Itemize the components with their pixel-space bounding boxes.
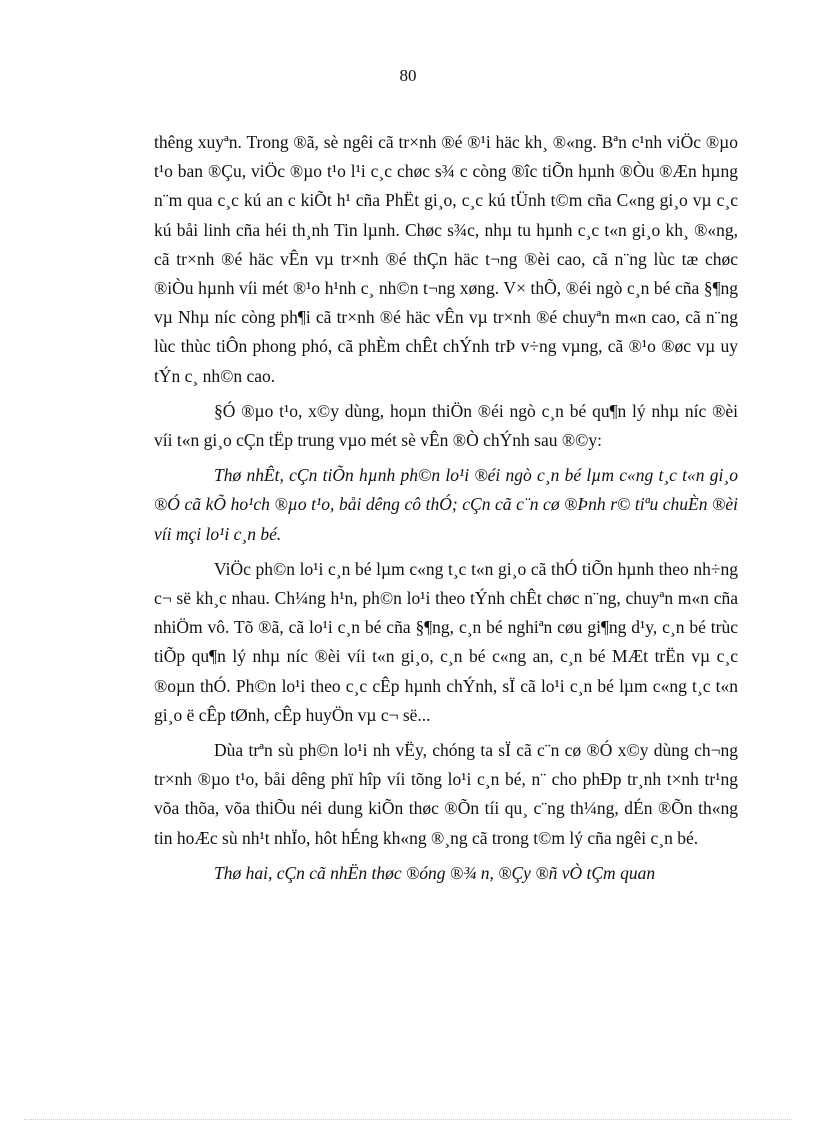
paragraph-1: thêng xuyªn. Trong ®ã, sè ngêi cã tr×nh ®é ®¹i häc kh¸ ®«ng. Bªn c¹nh viÖc ®µo t¹o ban ®Çu, viÖc ®µo t¹o l¹i c¸c chøc s¾ c còng ®îc tiÕn hµnh ®Òu ®Æn hµng n¨m qua c¸c kú an c kiÕt h¹ cña PhËt gi¸o, c¸c kú tÜnh t©m cña C«ng gi¸o vµ c¸c kú båi linh cña héi th¸nh Tin lµnh. Chøc s¾c, nhµ tu hµnh c¸c t«n gi¸o kh¸ ®«ng, cã tr×nh ®é häc vÊn vµ tr×nh ®é thÇn häc t¬ng ®èi cao, cã n¨ng lùc tæ chøc ®iÒu hµnh víi mét ®¹o h¹nh c¸ nh©n t¬ng xøng. V× thÕ, ®éi ngò c¸n bé cña §¶ng vµ Nhµ níc còng ph¶i cã tr×nh ®é häc vÊn vµ tr×nh ®é chuyªn m«n cao, cã n¨ng lùc thùc tiÔn phong phó, cã phÈm chÊt chÝnh trÞ v÷ng vµng, cã ®¹o ®øc vµ uy tÝn c¸ nh©n cao. [154, 132, 738, 386]
page-number: 80 [399, 66, 417, 85]
paragraph-6-italic: Thø hai, cÇn cã nhËn thøc ®óng ®¾ n, ®Çy ®ñ vÒ tÇm quan [214, 862, 656, 883]
page-bottom-divider [24, 1119, 792, 1120]
paragraph-3-italic: Thø nhÊt, cÇn tiÕn hµnh ph©n lo¹i ®éi ngò c¸n bé lµm c«ng t¸c t«n gi¸o ®Ó cã kÕ ho¹ch ®µo t¹o, båi dêng cô thÓ; cÇn cã c¨n cø ®Þnh r© tiªu chuÈn ®èi víi mçi lo¹i c¸n bé. [154, 465, 738, 544]
paragraph-2: §Ó ®µo t¹o, x©y dùng, hoµn thiÖn ®éi ngò c¸n bé qu¶n lý nhµ níc ®èi víi t«n gi¸o cÇn tËp trung vµo mét sè vÊn ®Ò chÝnh sau ®©y: [154, 400, 738, 451]
paragraph-5: Dùa trªn sù ph©n lo¹i nh vËy, chóng ta sÏ cã c¨n cø ®Ó x©y dùng ch¬ng tr×nh ®µo t¹o, båi dêng phï hîp víi tõng lo¹i c¸n bé, n¨ cho phÐp tr¸nh t×nh tr¹ng võa thõa, võa thiÕu néi dung kiÕn thøc ®Õn tíi qu¸ c¨ng th¼ng, dÉn ®Õn th«ng tin hoÆc sù nh¹t nhÏo, hôt hÉng kh«ng ®¸ng cã trong t©m lý cña ngêi c¸n bé. [154, 740, 738, 848]
paragraph-4: ViÖc ph©n lo¹i c¸n bé lµm c«ng t¸c t«n gi¸o cã thÓ tiÕn hµnh theo nh÷ng c¬ së kh¸c nhau. Ch¼ng h¹n, ph©n lo¹i theo tÝnh chÊt chøc n¨ng, chuyªn m«n cña nhiÖm vô. Tõ ®ã, cã lo¹i c¸n bé cña §¶ng, c¸n bé nghiªn cøu gi¶ng d¹y, c¸n bé trùc tiÕp qu¶n lý nhµ níc ®èi víi t«n gi¸o, c¸n bé c«ng an, c¸n bé MÆt trËn vµ c¸c ®oµn thÓ. Ph©n lo¹i theo c¸c cÊp hµnh chÝnh, sÏ cã lo¹i c¸n bé lµm c«ng t¸c t«n gi¸o ë cÊp tØnh, cÊp huyÖn vµ c¬ së... [154, 558, 738, 725]
body-text [154, 128, 738, 894]
